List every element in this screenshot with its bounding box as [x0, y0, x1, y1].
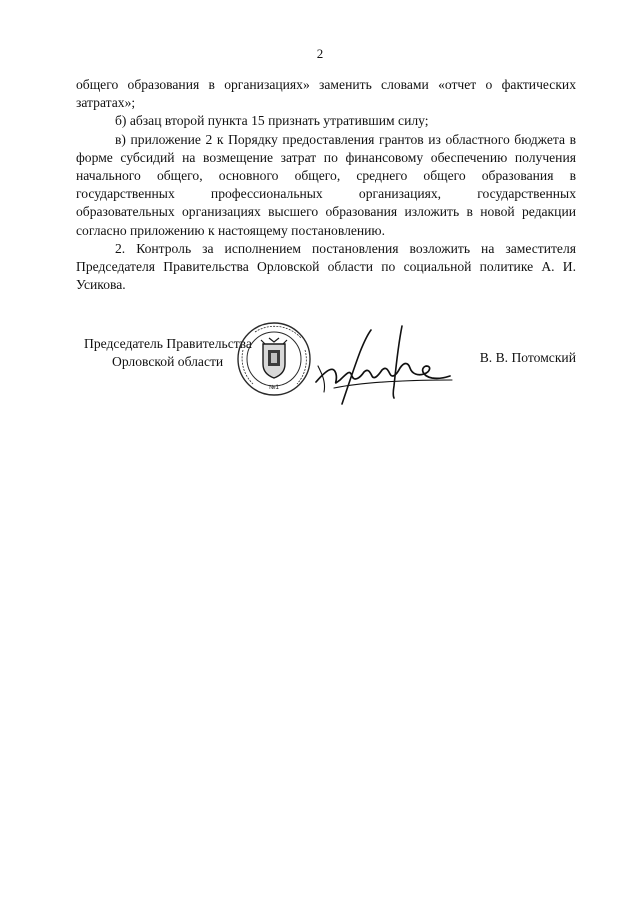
paragraph-item-v: в) приложение 2 к Порядку предоставления грантов из областного бюджета в форме субсидий на возмещение затрат по финансовому обеспечению получения начального общего, основного общего, среднего общего образования в государственных профессиональных организациях, государственных образовательных организациях высшего образования изложить в новой редакции согласно приложению к настоящему постановлению.	[76, 131, 576, 238]
official-seal-icon	[235, 320, 313, 398]
page-number: 2	[316, 46, 324, 61]
seal-number: №1	[269, 385, 279, 391]
paragraph-continuation: общего образования в организациях» заменить словами «отчет о фактических затратах»;	[76, 77, 576, 111]
signer-title-line1: Председатель Правительства	[84, 336, 252, 351]
handwritten-signature	[314, 322, 454, 408]
paragraph-item-b: б) абзац второй пункта 15 признать утратившим силу;	[115, 113, 429, 129]
signer-name: В. В. Потомский	[479, 350, 576, 365]
signer-title-line2: Орловской области	[112, 354, 224, 369]
paragraph-item-2: 2. Контроль за исполнением постановления возложить на заместителя Председателя Правительства Орловской области по социальной политике А. И. Усикова.	[76, 240, 576, 293]
signature-block	[76, 320, 576, 420]
document-body	[76, 76, 576, 294]
